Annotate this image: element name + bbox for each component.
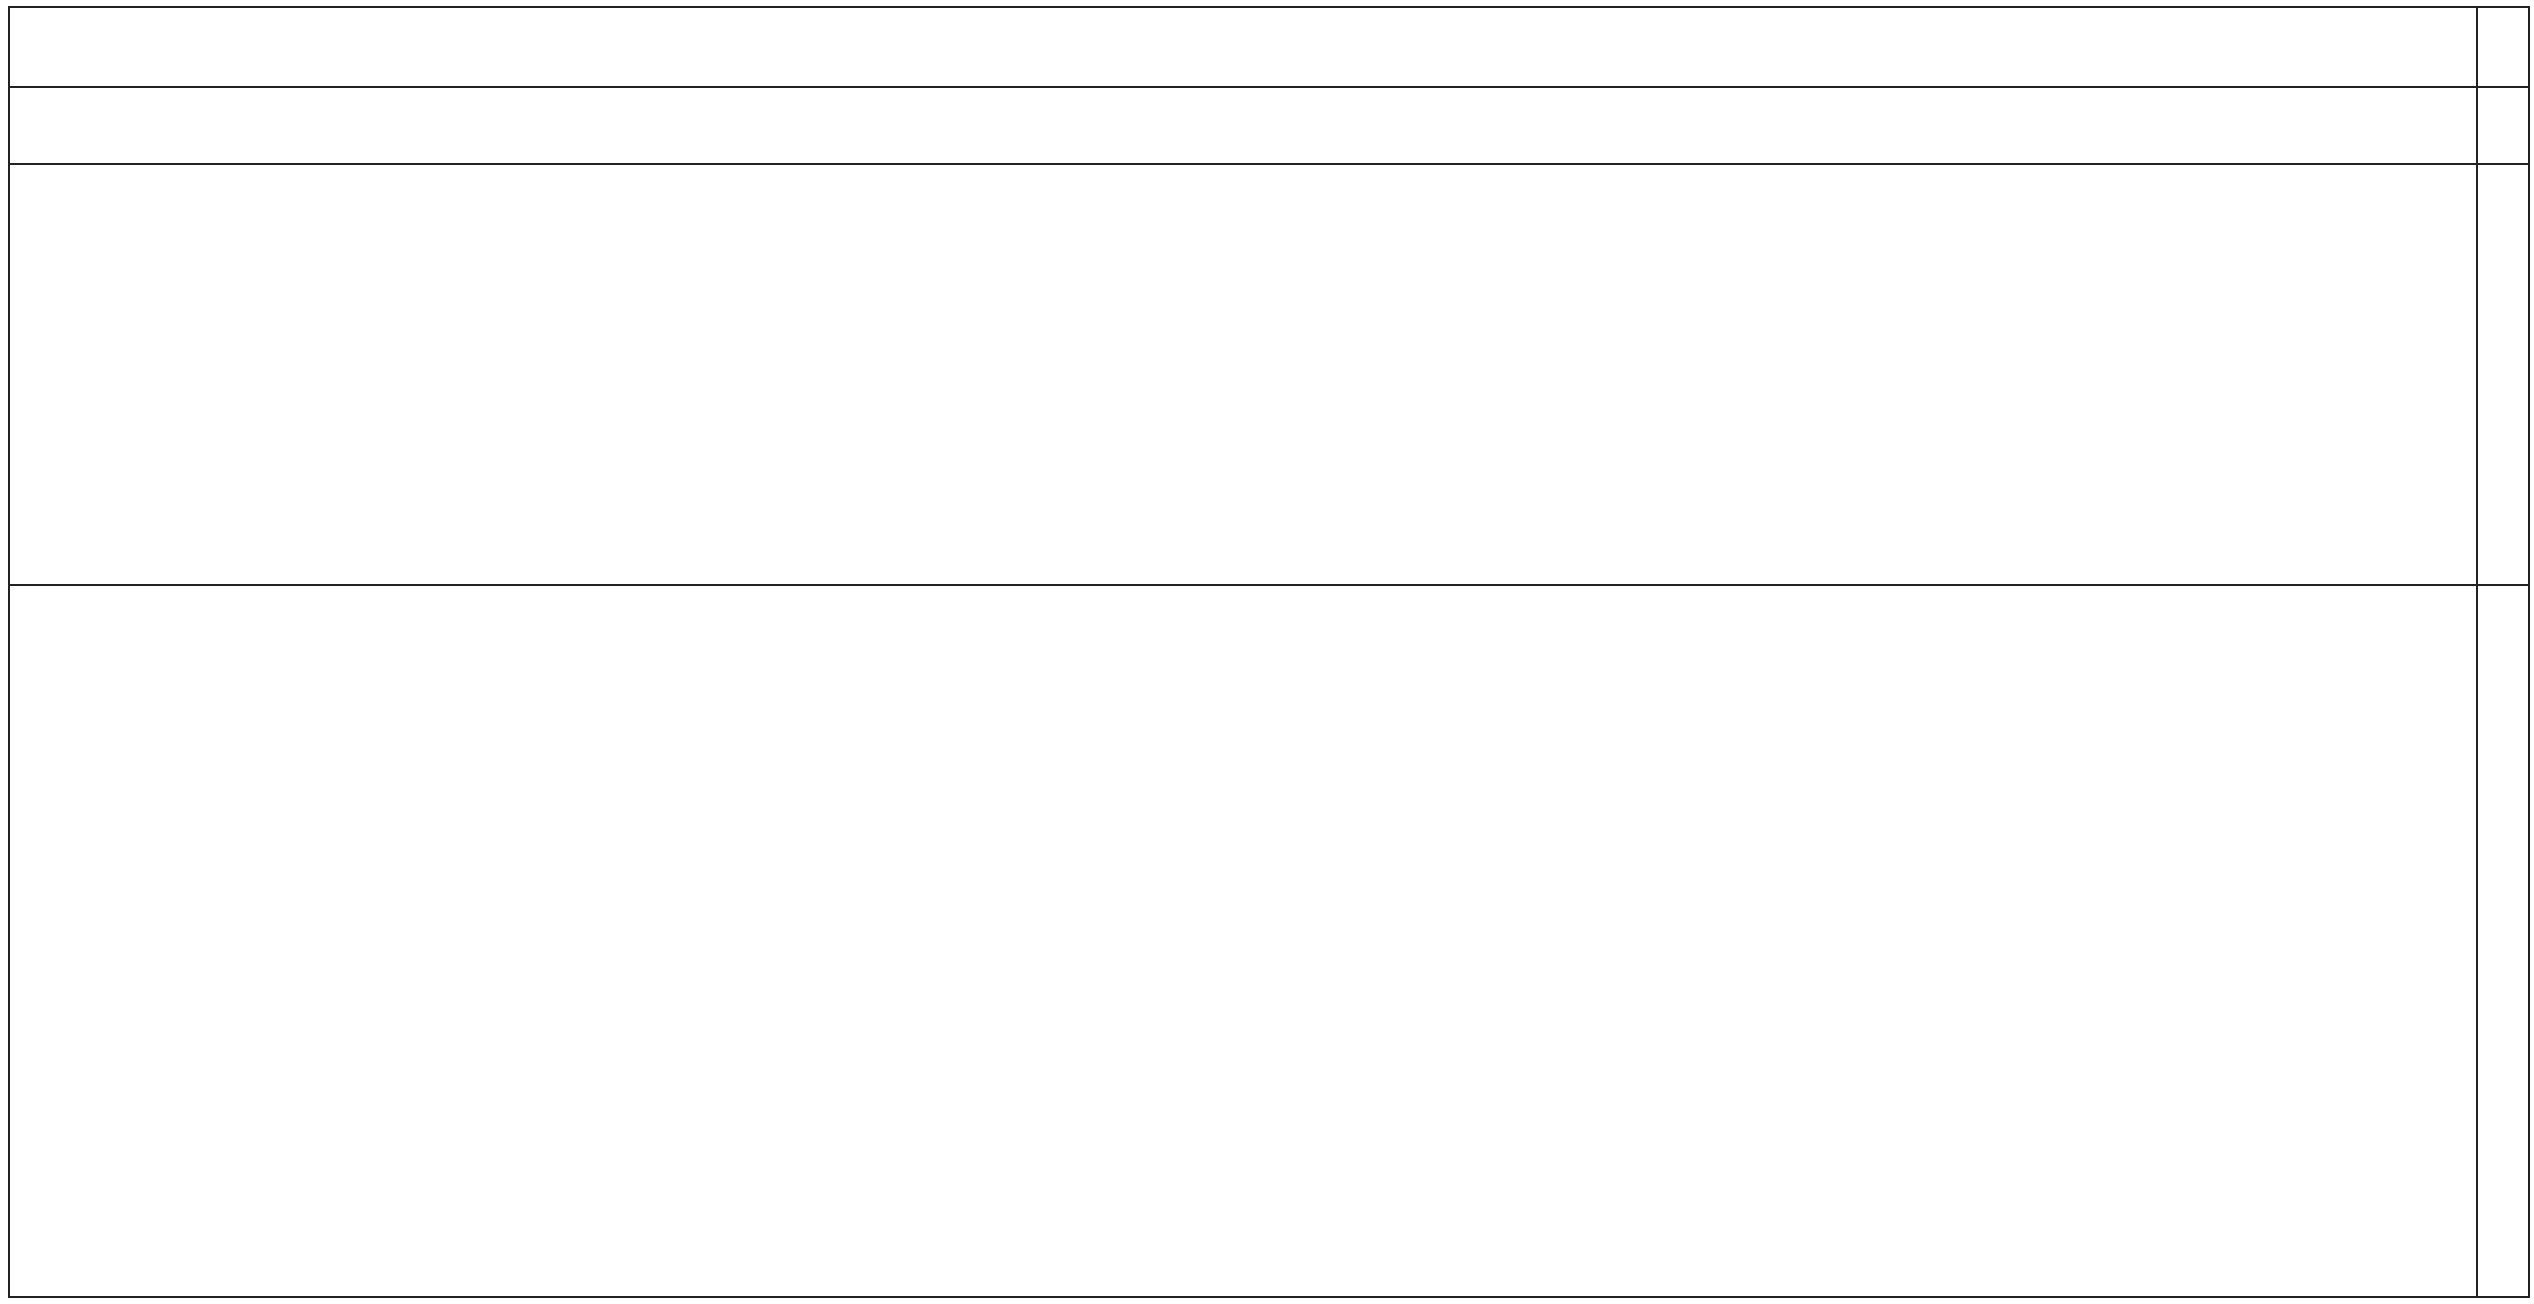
rule-year-disaster [10, 163, 2528, 165]
rule-disaster-records [10, 584, 2528, 586]
rule-header-column [2476, 8, 2478, 1296]
rule-era-year [10, 86, 2528, 88]
disaster-chronology-table [8, 6, 2530, 1298]
